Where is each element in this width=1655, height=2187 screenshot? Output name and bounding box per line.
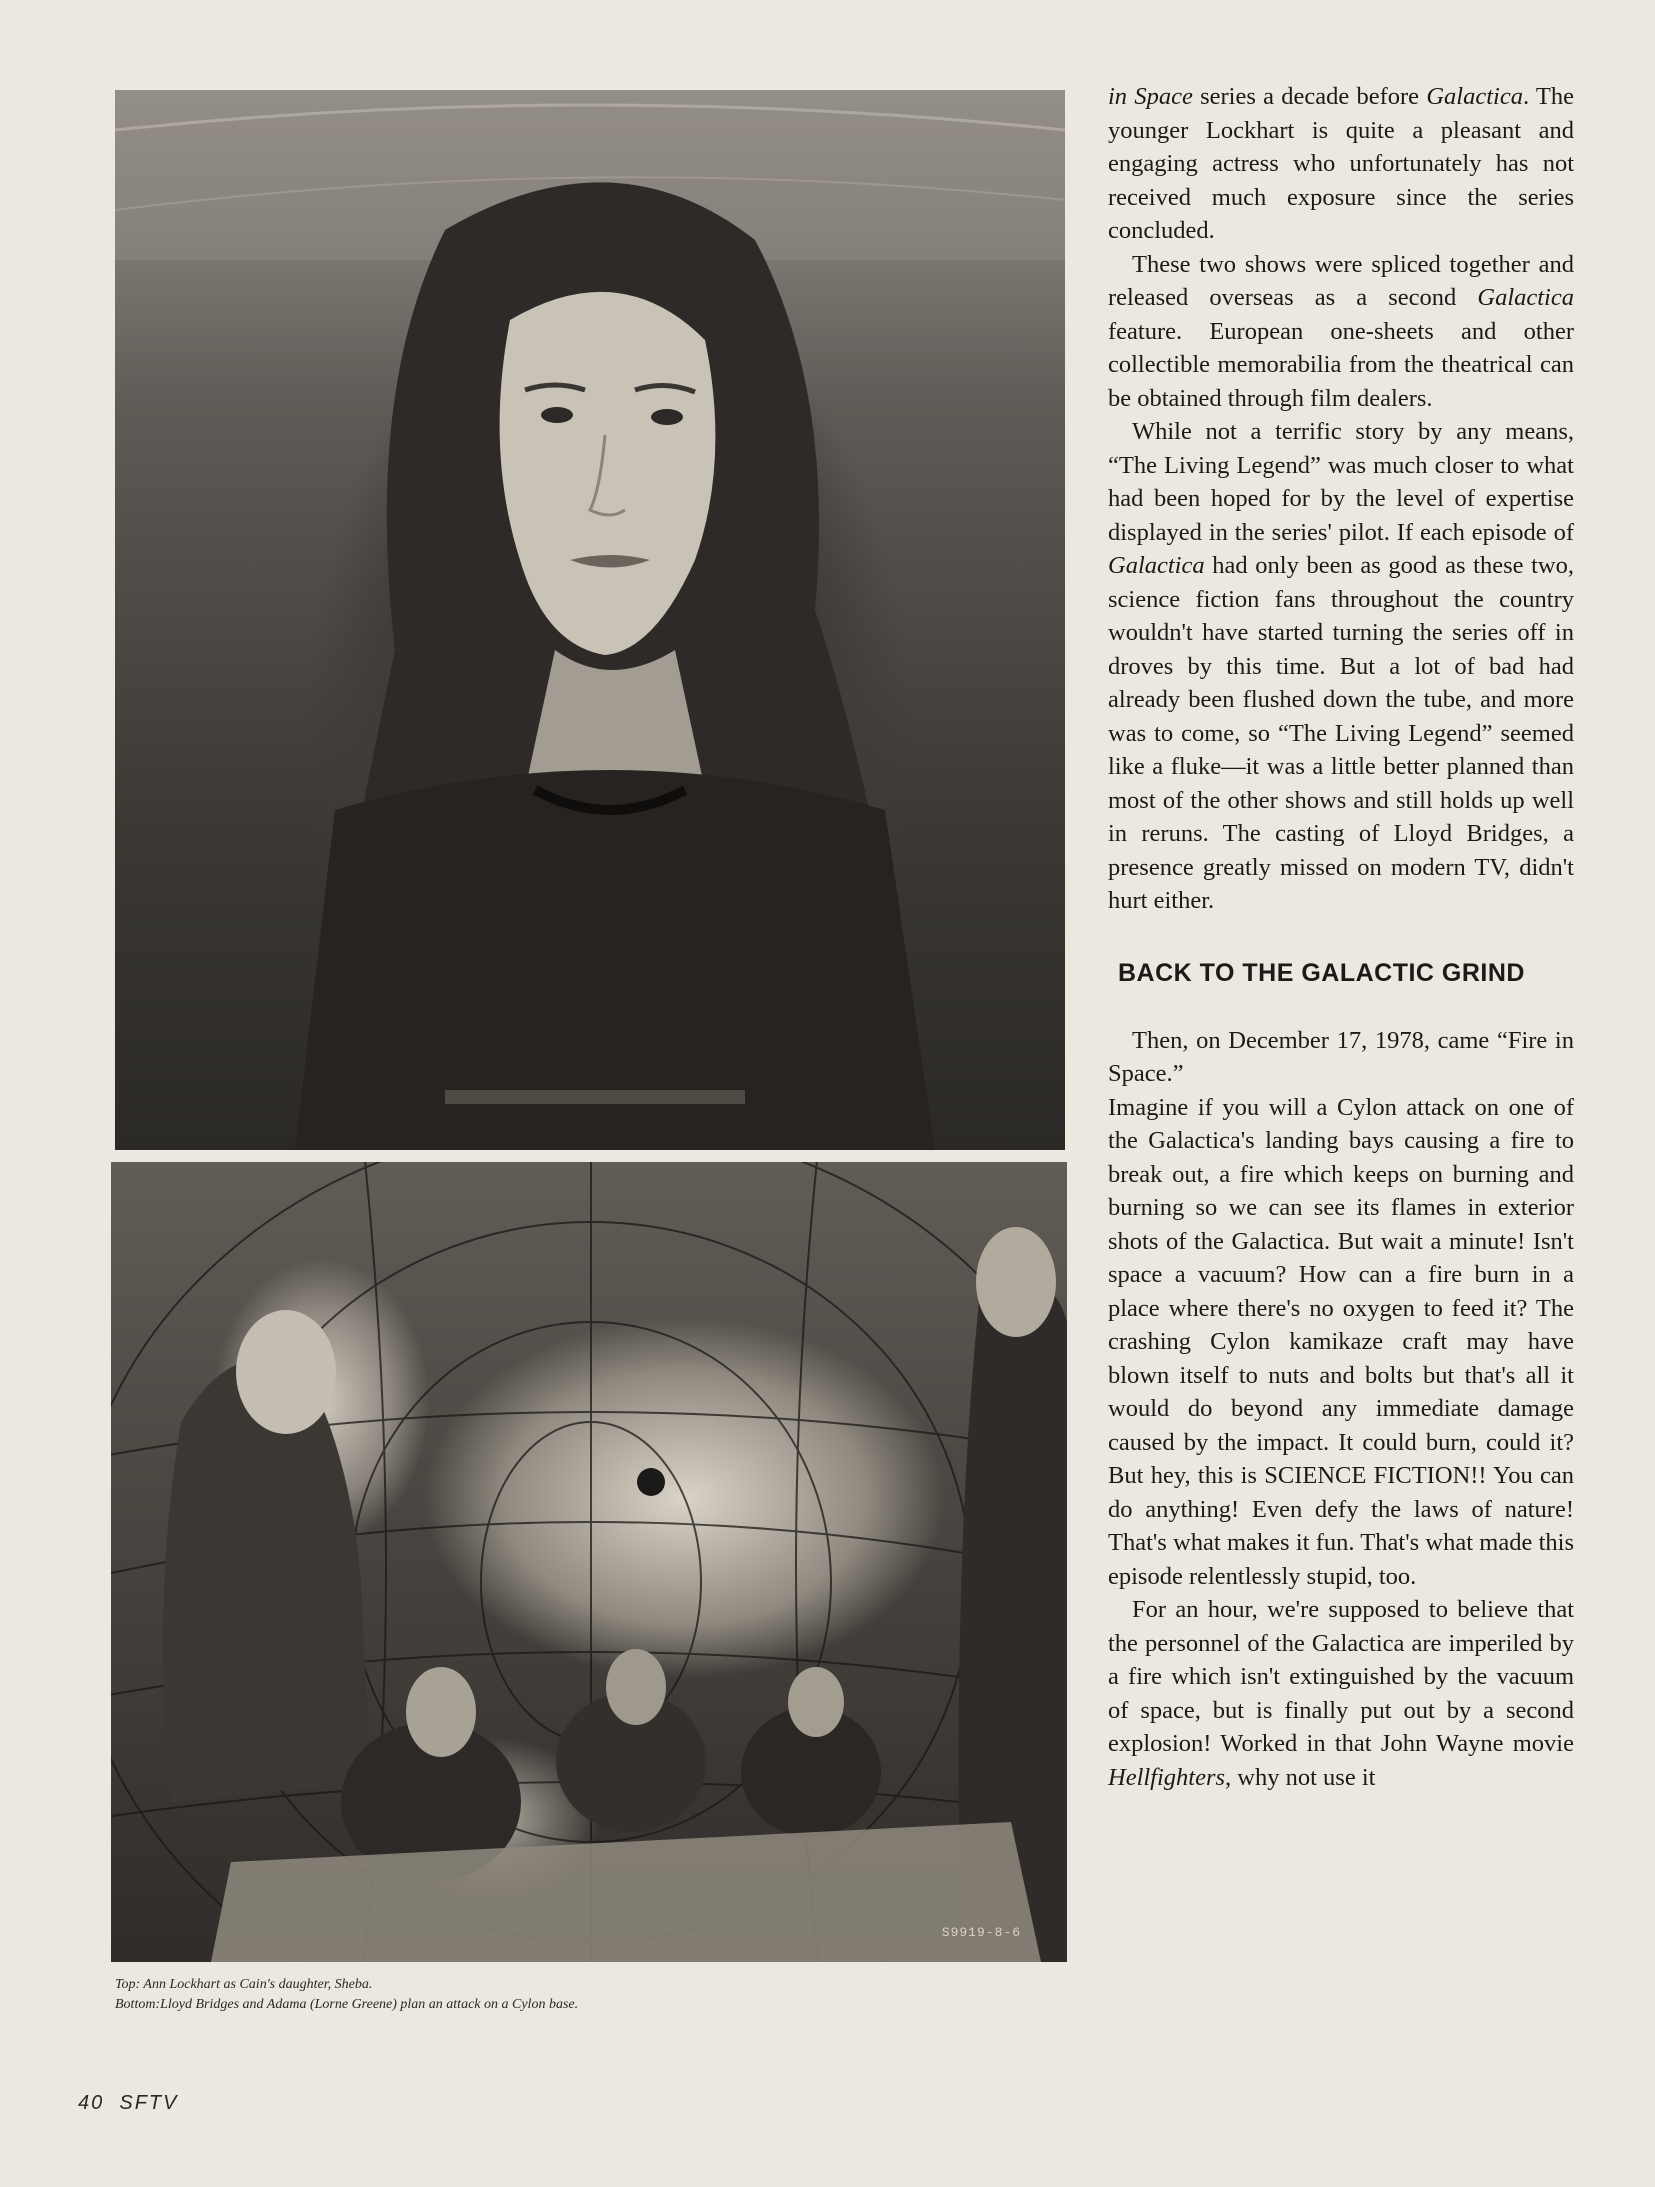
paragraph-4: Then, on December 17, 1978, came “Fire in Space.” <box>1108 1026 1574 1087</box>
photo-caption <box>115 1975 715 2015</box>
photo-ann-lockhart <box>115 90 1065 1150</box>
paragraph-5: Imagine if you will a Cylon attack on one of the Galactica's landing bays causing a fire to break out, a fire which keeps on burning and burning so we can see its flames in exterior shots of the Galactica. But wait a minute! Isn't space a vacuum? How can a fire burn in a place where there's no oxygen to feed it? The crashing Cylon kamikaze craft may have blown itself to nuts and bolts but that's all it would do beyond any immediate damage caused by the impact. It could burn, could it? But hey, this is SCIENCE FICTION!! You can do anything! Even defy the laws of nature! That's what makes it fun. That's what made this episode relentlessly stupid, too. <box>1108 1093 1574 1590</box>
paragraph-2: These two shows were spliced together and released overseas as a second Galactica feature. European one-sheets and other collectible memorabilia from the theatrical can be obtained through film dealers. <box>1108 250 1574 412</box>
photo-top-illustration <box>115 90 1065 1150</box>
paragraph-3: While not a terrific story by any means, “The Living Legend” was much closer to what had been hoped for by the level of expertise displayed in the series' pilot. If each episode of Galactica had only been as good as these two, science fiction fans throughout the country wouldn't have started turning the series off in droves by this time. But a lot of bad had already been flushed down the tube, and more was to come, so “The Living Legend” seemed like a fluke—it was a little better planned than most of the other shows and still holds up well in reruns. The casting of Lloyd Bridges, a presence greatly missed on modern TV, didn't hurt either. <box>1108 418 1574 914</box>
article-column <box>1108 80 1574 1794</box>
caption-top: Top: Ann Lockhart as Cain's daughter, Sheba. <box>115 1977 373 1992</box>
photo-stamp: S9919-8-6 <box>941 1925 1021 1940</box>
caption-bottom: Bottom:Lloyd Bridges and Adama (Lorne Greene) plan an attack on a Cylon base. <box>115 1997 579 2012</box>
section-heading: BACK TO THE GALACTIC GRIND <box>1118 958 1525 987</box>
photo-bridges-greene <box>111 1162 1067 1962</box>
paragraph-1: in Space series a decade before Galactica. The younger Lockhart is quite a pleasant and engaging actress who unfortunately has not received much exposure since the series concluded. <box>1108 83 1574 244</box>
photo-bottom-illustration <box>111 1162 1067 1962</box>
page-folio: 40 SFTV <box>78 2092 179 2114</box>
paragraph-6: For an hour, we're supposed to believe that the personnel of the Galactica are imperiled by a fire which isn't extinguished by the vacuum of space, but is finally put out by a second explosion! Worked in that John Wayne movie Hellfighters, why not use it <box>1108 1596 1574 1791</box>
